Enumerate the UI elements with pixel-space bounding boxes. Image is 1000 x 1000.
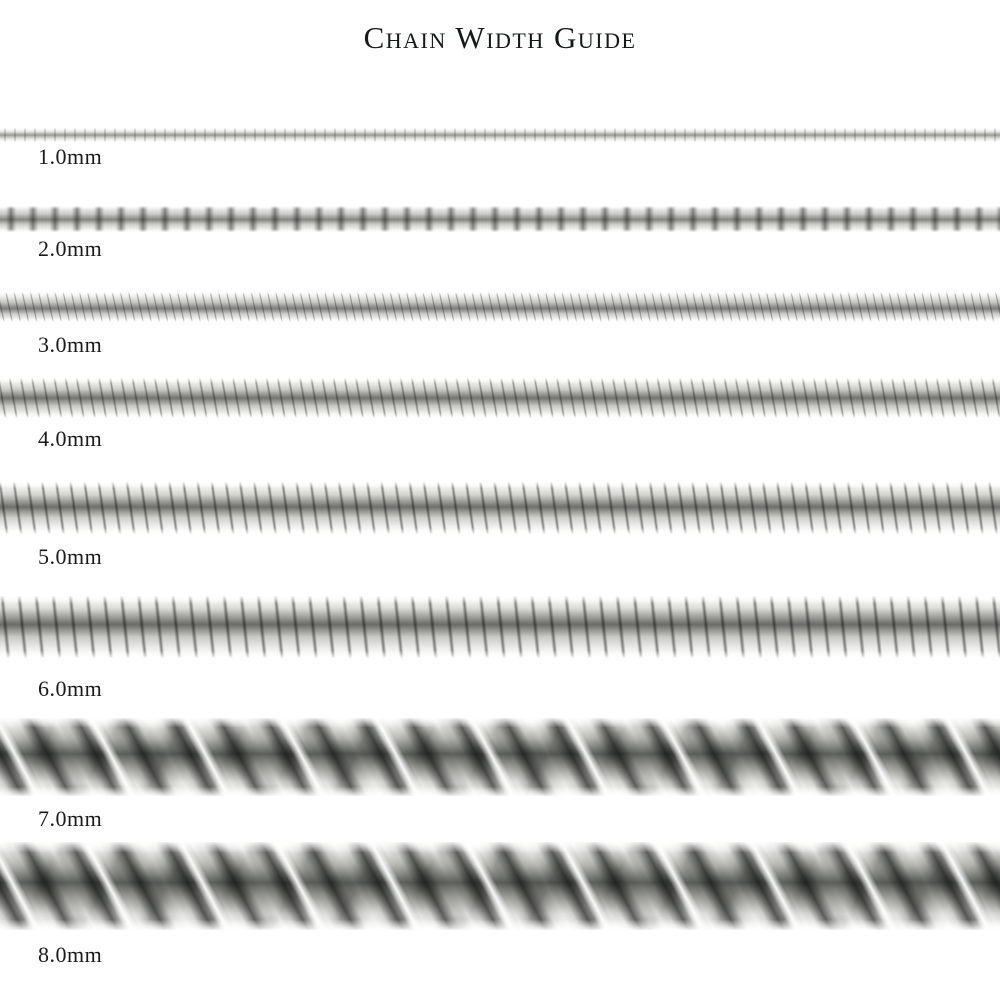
chain-swatch-2-0mm	[0, 206, 1000, 232]
chain-swatch-8-0mm	[0, 842, 1000, 930]
chain-link-pattern	[0, 378, 1000, 418]
chain-link-pattern	[0, 128, 1000, 142]
chain-link-pattern	[0, 206, 1000, 232]
chain-label-1-0mm: 1.0mm	[38, 144, 103, 169]
chain-swatch-6-0mm	[0, 596, 1000, 658]
chain-swatch-7-0mm	[0, 718, 1000, 796]
page-title: Chain Width Guide	[363, 20, 637, 55]
chain-swatch-4-0mm	[0, 378, 1000, 418]
chain-link-pattern	[0, 596, 1000, 658]
chain-label-4-0mm: 4.0mm	[38, 426, 103, 451]
chain-swatch-1-0mm	[0, 128, 1000, 142]
chain-label-2-0mm: 2.0mm	[38, 236, 103, 261]
chain-link-pattern	[0, 842, 1000, 930]
chain-label-3-0mm: 3.0mm	[38, 332, 103, 357]
chain-label-8-0mm: 8.0mm	[38, 942, 103, 967]
chain-link-pattern	[0, 718, 1000, 796]
chain-swatch-5-0mm	[0, 482, 1000, 534]
chain-swatch-3-0mm	[0, 292, 1000, 322]
chain-link-pattern	[0, 482, 1000, 534]
chain-label-7-0mm: 7.0mm	[38, 806, 103, 831]
chain-label-5-0mm: 5.0mm	[38, 544, 103, 569]
chain-label-6-0mm: 6.0mm	[38, 676, 103, 701]
chain-link-pattern	[0, 292, 1000, 322]
